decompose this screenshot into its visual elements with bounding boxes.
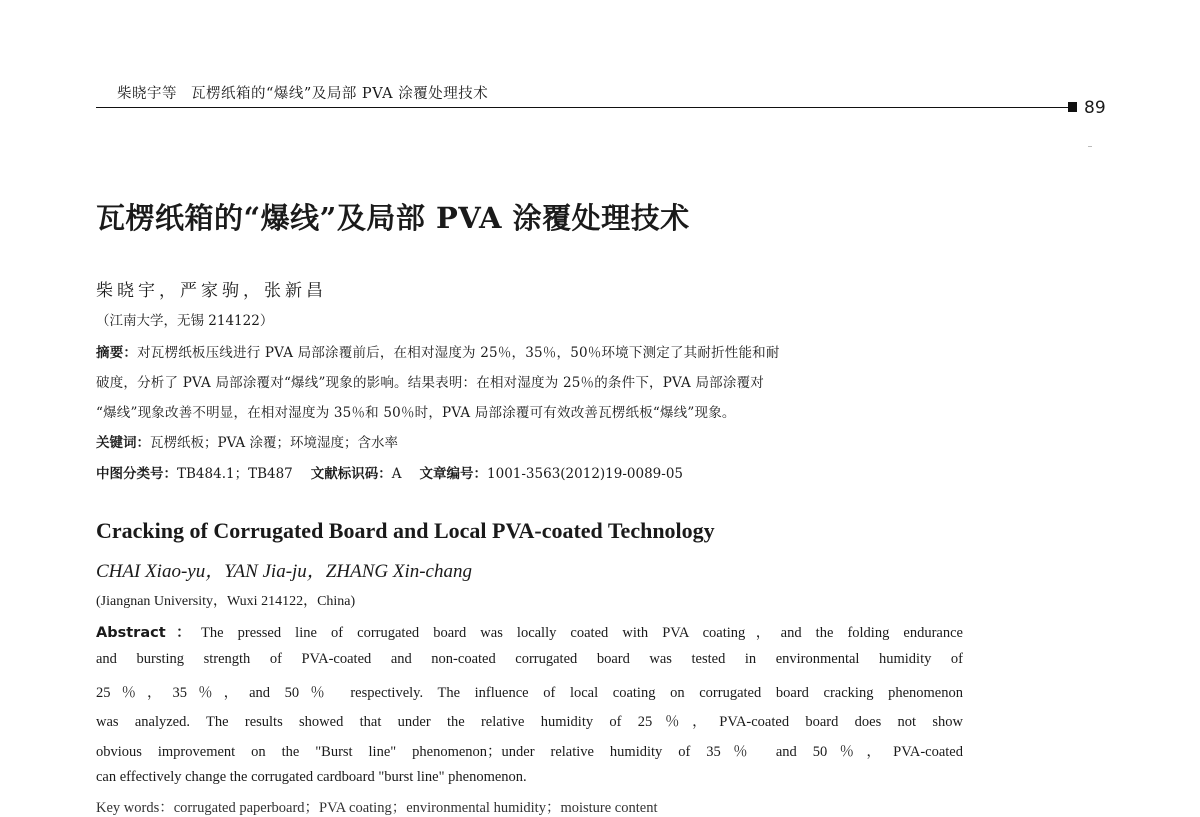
authors-chinese: 柴晓宇，严家驹，张新昌: [96, 281, 327, 301]
clc-label: 中图分类号：: [96, 466, 177, 482]
doc-code-label: 文献标识码：: [310, 466, 392, 482]
classification-line: [96, 462, 683, 482]
clc-value: TB484.1；TB487: [177, 466, 293, 482]
title-chinese: 瓦楞纸箱的“爆线”及局部 PVA 涂覆处理技术: [96, 201, 690, 235]
abstract-english-line-6: can effectively change the corrugated cardboard "burst line" phenomenon.: [96, 769, 527, 785]
article-no-label: 文章编号：: [419, 466, 488, 482]
abstract-chinese-label: 摘要：: [96, 345, 138, 361]
abstract-chinese-line-3: “爆线”现象改善不明显，在相对湿度为 35％和 50％时，PVA 局部涂覆可有效改善瓦楞纸板“爆线”现象。: [96, 405, 736, 421]
title-english: Cracking of Corrugated Board and Local PVA-coated Technology: [96, 518, 715, 543]
keywords-english-cut: Key words：corrugated paperboard；PVA coating；environmental humidity；moisture content: [96, 800, 658, 816]
running-header-authors: 柴晓宇等: [117, 86, 177, 102]
page-marker-square: [1068, 102, 1077, 112]
keywords-chinese-text: 瓦楞纸板；PVA 涂覆；环境湿度；含水率: [150, 435, 398, 451]
abstract-chinese-line-2: 破度，分析了 PVA 局部涂覆对“爆线”现象的影响。结果表明：在相对湿度为 25％的条件下，PVA 局部涂覆对: [96, 375, 764, 391]
authors-english: CHAI Xiao-yu，YAN Jia-ju，ZHANG Xin-chang: [96, 561, 472, 582]
keywords-chinese-label: 关键词：: [96, 435, 150, 451]
abstract-chinese-line-1: 摘要：对瓦楞纸板压线进行 PVA 局部涂覆前后，在相对湿度为 25％，35％，50％环境下测定了其耐折性能和耐: [96, 345, 780, 361]
keywords-chinese: [96, 431, 398, 451]
abstract-english-label: Abstract：: [96, 625, 202, 641]
affiliation-chinese: （江南大学，无锡 214122）: [96, 313, 274, 329]
running-header-title: 瓦楞纸箱的“爆线”及局部 PVA 涂覆处理技术: [191, 86, 489, 102]
article-no-value: 1001-3563(2012)19-0089-05: [487, 466, 684, 482]
doc-code-value: A: [391, 466, 402, 482]
abstract-english-line-4: was analyzed. The results showed that under the relative humidity of 25％，PVA-coated board does not show: [96, 714, 963, 730]
margin-mark: [1088, 146, 1092, 147]
abstract-english-line-3: 25％，35％，and 50％ respectively. The influence of local coating on corrugated board cracking phenomenon: [96, 685, 963, 701]
page-number: 89: [1084, 98, 1106, 118]
abstract-english-line-5: obvious improvement on the "Burst line" phenomenon；under relative humidity of 35％ and 50％，PVA-coated: [96, 744, 963, 760]
running-header: [117, 82, 488, 103]
abstract-english-line-2: and bursting strength of PVA-coated and non-coated corrugated board was tested in environmental humidity of: [96, 651, 963, 667]
header-rule: [96, 107, 1070, 108]
affiliation-english: (Jiangnan University，Wuxi 214122，China): [96, 594, 356, 609]
abstract-english-line-1: Abstract：The pressed line of corrugated board was locally coated with PVA coating，and the folding endurance: [96, 625, 963, 641]
